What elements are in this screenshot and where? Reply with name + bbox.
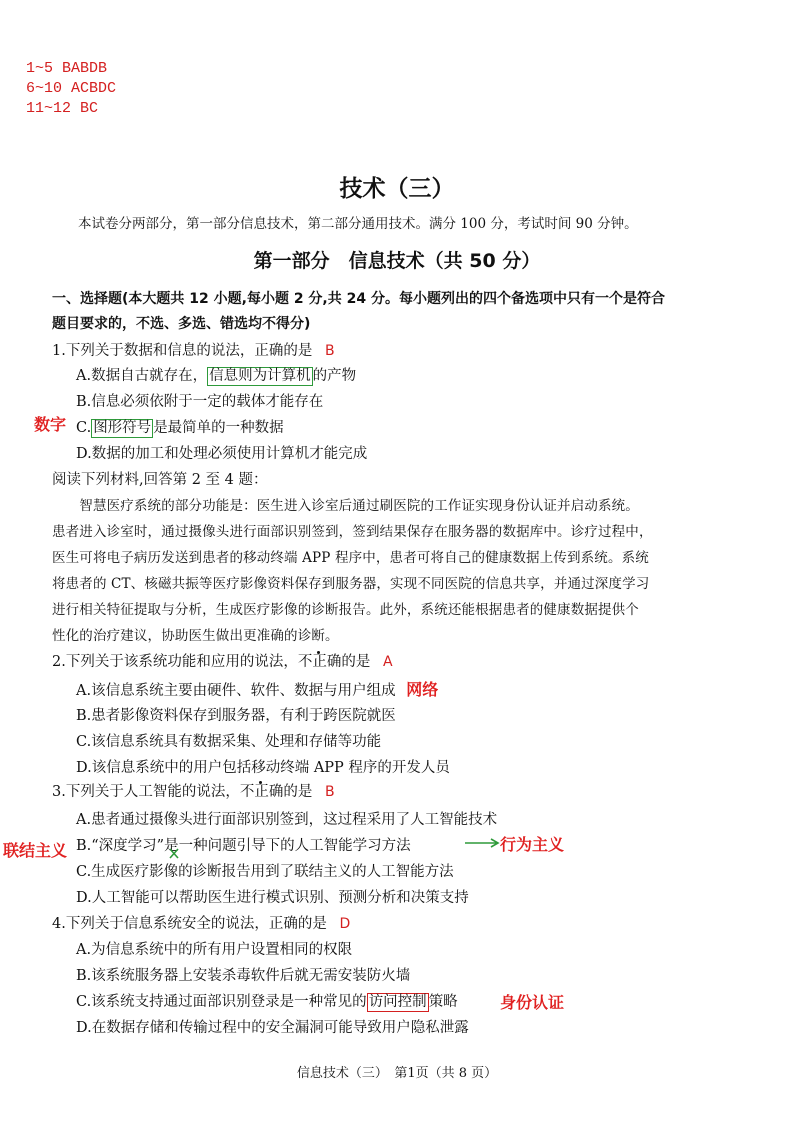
section-heading-line-2: 题目要求的，不选、多选、错选均不得分): [52, 316, 311, 332]
question-3-option-c: C.生成医疗影像的诊断报告用到了联结主义的人工智能方法: [76, 864, 454, 880]
arrow-right-icon: [463, 836, 503, 850]
question-2-handwritten-note: 网络: [406, 680, 439, 699]
question-3-handwritten-note-left: 联结主义: [3, 841, 68, 860]
material-line: 性化的治疗建议，协助医生做出更准确的诊断。: [52, 628, 339, 644]
reading-instruction: 阅读下列材料,回答第 2 至 4 题：: [52, 472, 268, 488]
question-1-stem: 1.下列关于数据和信息的说法，正确的是 B: [52, 343, 335, 359]
question-1-option-a: A.数据自古就存在， 信息则为计算机 的产物: [76, 368, 357, 384]
answer-key-line-2: 6~10 ACBDC: [26, 80, 117, 97]
question-4-option-a: A.为信息系统中的所有用户设置相同的权限: [76, 942, 353, 958]
question-3-handwritten-note-right: 行为主义: [500, 835, 565, 854]
question-1-option-c-boxed-text: 图形符号: [93, 420, 152, 436]
material-line: 智慧医疗系统的部分功能是：医生进入诊室后通过刷医院的工作证实现身份认证并启动系统。: [52, 498, 639, 514]
material-line: 进行相关特征提取与分析，生成医疗影像的诊断报告。此外，系统还能根据患者的健康数据提供个: [52, 602, 639, 618]
question-3-option-a: A.患者通过摄像头进行面部识别签到，这过程采用了人工智能技术: [76, 812, 498, 828]
question-4-option-b: B.该系统服务器上安装杀毒软件后就无需安装防火墙: [76, 968, 411, 984]
question-2-option-b: B.患者影像资料保存到服务器，有利于跨医院就医: [76, 708, 396, 724]
question-3-handwritten-answer: B: [324, 784, 335, 800]
part-title: 第一部分 信息技术（共 50 分）: [253, 250, 541, 272]
question-2-option-c: C.该信息系统具有数据采集、处理和存储等功能: [76, 734, 382, 750]
page-footer: 信息技术（三） 第1页（共 8 页）: [296, 1066, 498, 1081]
exam-intro: 本试卷分两部分，第一部分信息技术，第二部分通用技术。满分 100 分，考试时间 90 分钟。: [78, 216, 638, 232]
question-1-option-d: D.数据的加工和处理必须使用计算机才能完成: [76, 446, 368, 462]
section-heading-line-1: 一、选择题(本大题共 12 小题,每小题 2 分,共 24 分。每小题列出的四个备选项中只有一个是符合: [52, 291, 665, 307]
question-1-option-a-circled-text: 信息则为计算机: [209, 368, 311, 384]
question-4-handwritten-answer: D: [339, 916, 351, 932]
question-3-option-d: D.人工智能可以帮助医生进行模式识别、预测分析和决策支持: [76, 890, 469, 906]
question-4-stem: 4.下列关于信息系统安全的说法，正确的是 D: [52, 916, 351, 932]
question-4-handwritten-note: 身份认证: [500, 993, 565, 1012]
material-line: 将患者的 CT、核磁共振等医疗影像资料保存到服务器，实现不同医院的信息共享，并通过深度学习: [52, 576, 650, 592]
question-1-option-b: B.信息必须依附于一定的载体才能存在: [76, 394, 324, 410]
cross-mark-icon: [162, 846, 188, 860]
material-line: 医生可将电子病历发送到患者的移动终端 APP 程序中，患者可将自己的健康数据上传到系统。系统: [52, 550, 649, 566]
question-3-option-b: B.“深度学习”是一种问题引导下的人工智能学习方法: [76, 838, 411, 854]
page-title: 技术（三）: [339, 176, 455, 202]
question-4-option-d: D.在数据存储和传输过程中的安全漏洞可能导致用户隐私泄露: [76, 1020, 469, 1036]
question-4-option-c-boxed-text: 访问控制: [368, 994, 427, 1010]
emphasis-dots: 不正确: [297, 654, 342, 670]
question-1-handwritten-answer: B: [324, 343, 335, 359]
answer-key-line-3: 11~12 BC: [26, 100, 99, 117]
emphasis-dots: 不正确: [239, 784, 284, 800]
question-1-handwritten-note: 数字: [34, 415, 67, 434]
question-2-option-a: A.该信息系统主要由硬件、软件、数据与用户组成 网络: [76, 680, 439, 699]
question-2-handwritten-answer: A: [382, 654, 393, 670]
question-3-stem: 3.下列关于人工智能的说法，不正确的是 B: [52, 784, 335, 800]
question-2-option-d: D.该信息系统中的用户包括移动终端 APP 程序的开发人员: [76, 760, 450, 776]
answer-key-line-1: 1~5 BABDB: [26, 60, 108, 77]
material-line: 患者进入诊室时，通过摄像头进行面部识别签到，签到结果保存在服务器的数据库中。诊疗过程中，: [52, 524, 653, 540]
question-4-option-c: C.该系统支持通过面部识别登录是一种常见的 访问控制 策略: [76, 994, 458, 1010]
question-2-stem: 2.下列关于该系统功能和应用的说法，不正确的是 A: [52, 654, 393, 670]
question-1-option-c: C. 图形符号 是最简单的一种数据: [76, 420, 284, 436]
